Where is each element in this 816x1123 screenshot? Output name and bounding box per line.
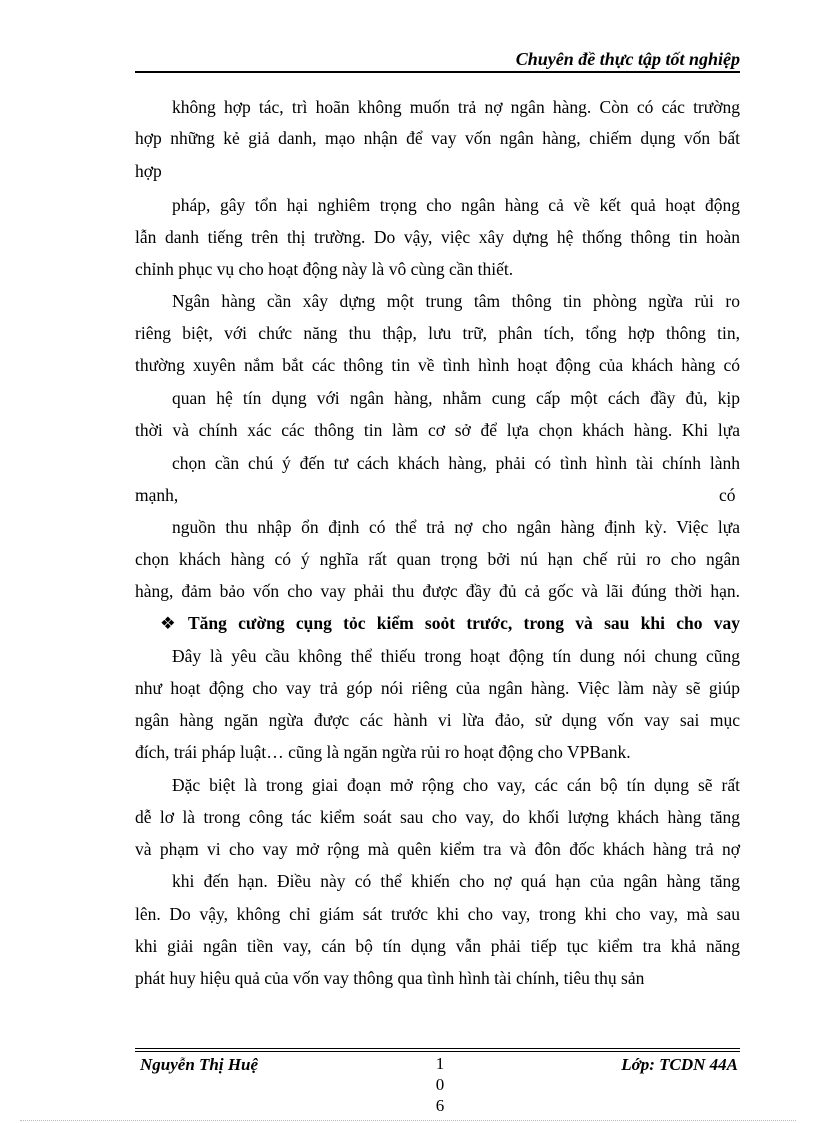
text-line: thời và chính xác các thông tin làm cơ sở để lựa chọn khách hàng. Khi lựa — [135, 420, 740, 440]
text-line: Đây là yêu cầu không thể thiếu trong hoạt động tín dung nói chung cũng — [172, 646, 740, 666]
text-line: chọn cần chú ý đến tư cách khách hàng, phải có tình hình tài chính lành — [172, 453, 740, 473]
text-line: đích, trái pháp luật… cũng là ngăn ngừa rủi ro hoạt động cho VPBank. — [135, 742, 631, 762]
text-line: chọn khách hàng có ý nghĩa rất quan trọng bởi nú hạn chế rủi ro cho ngân — [135, 549, 740, 569]
footer-rule — [135, 1051, 740, 1052]
diamond-bullet-icon: ❖ — [160, 613, 176, 633]
page-bottom-border — [20, 1120, 796, 1121]
text-line: quan hệ tín dụng với ngân hàng, nhằm cung cấp một cách đầy đủ, kịp — [172, 388, 740, 408]
text-line: hàng, đảm bảo vốn cho vay phải thu được đầy đủ cả gốc và lãi đúng thời hạn. — [135, 581, 740, 601]
text-line: thường xuyên nắm bắt các thông tin về tình hình hoạt động của khách hàng có — [135, 355, 740, 375]
text-line: pháp, gây tổn hại nghiêm trọng cho ngân hàng cả về kết quả hoạt động — [172, 195, 740, 215]
text-fragment: mạnh, — [135, 485, 179, 505]
text-line: lẫn danh tiếng trên thị trường. Do vậy, việc xây dựng hệ thống thông tin hoàn — [135, 227, 740, 247]
text-line: ngân hàng ngăn ngừa được các hành vi lừa đảo, sử dụng vốn vay sai mục — [135, 710, 740, 730]
text-line: và phạm vi cho vay mở rộng mà quên kiểm tra và đôn đốc khách hàng trả nợ — [135, 839, 740, 859]
page-number-digit: 0 — [435, 1075, 445, 1094]
text-line: Đặc biệt là trong giai đoạn mở rộng cho vay, các cán bộ tín dụng sẽ rất — [172, 775, 740, 795]
text-line: dễ lơ là trong công tác kiểm soát sau cho vay, do khối lượng khách hàng tăng — [135, 807, 740, 827]
footer-class-label: Lớp: TCDN 44A — [621, 1055, 738, 1074]
header-rule — [135, 71, 740, 73]
text-line: riêng biệt, với chức năng thu thập, lưu trữ, phân tích, tổng hợp thông tin, — [135, 323, 740, 343]
text-fragment: có — [719, 485, 736, 505]
page-number-digit: 1 — [435, 1054, 445, 1073]
text-line: hợp — [135, 161, 162, 181]
text-line: khi giải ngân tiền vay, cán bộ tín dụng vẫn phải tiếp tục kiểm tra khả năng — [135, 936, 740, 956]
text-line: nguồn thu nhập ổn định có thể trả nợ cho ngân hàng định kỳ. Việc lựa — [172, 517, 740, 537]
text-line: như hoạt động cho vay trả góp nói riêng của ngân hàng. Việc làm này sẽ giúp — [135, 678, 740, 698]
text-line: không hợp tác, trì hoãn không muốn trả nợ ngân hàng. Còn có các trường — [172, 97, 740, 117]
text-line: chỉnh phục vụ cho hoạt động này là vô cùng cần thiết. — [135, 259, 514, 279]
text-line: khi đến hạn. Điều này có thể khiến cho nợ quá hạn của ngân hàng tăng — [172, 871, 740, 891]
header-title: Chuyên đề thực tập tốt nghiệp — [515, 49, 740, 69]
text-line: phát huy hiệu quả của vốn vay thông qua tình hình tài chính, tiêu thụ sản — [135, 968, 645, 988]
text-line: lên. Do vậy, không chỉ giám sát trước khi cho vay, trong khi cho vay, mà sau — [135, 904, 740, 924]
page-number-digit: 6 — [435, 1096, 445, 1115]
text-line: Ngân hàng cần xây dựng một trung tâm thông tin phòng ngừa rủi ro — [172, 291, 740, 311]
footer-rule — [135, 1048, 740, 1049]
footer-author: Nguyễn Thị Huệ — [140, 1055, 259, 1074]
section-heading — [160, 612, 740, 634]
section-heading-text: Tăng cường cụng tỏc kiểm soỏt trước, trong và sau khi cho vay — [188, 613, 740, 633]
text-line: hợp những kẻ giả danh, mạo nhận để vay vốn ngân hàng, chiếm dụng vốn bất — [135, 128, 740, 148]
